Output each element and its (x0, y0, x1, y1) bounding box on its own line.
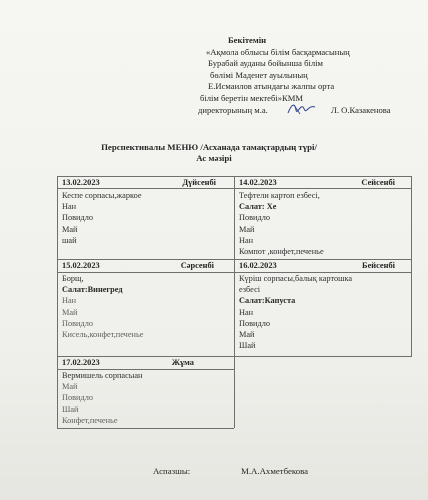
menu-item: Май (239, 330, 255, 340)
day-menu (58, 189, 234, 247)
day-cell-friday (58, 357, 234, 427)
approval-line: бөлімі Маденет ауылының (210, 69, 308, 80)
menu-item: шай (62, 235, 77, 245)
menu-subtitle: Ас мәзірі (196, 153, 232, 163)
menu-item: Вермишель сорпасыан (62, 371, 143, 380)
grid-line (411, 176, 412, 356)
approval-line: Е.Исмаилов атындағы жалпы орта (208, 81, 335, 92)
day-date: 14.02.2023 (239, 178, 277, 187)
menu-item: Повидло (239, 318, 271, 328)
menu-item: Май (62, 307, 78, 317)
menu-item: Повидло (62, 213, 94, 223)
menu-item: езбесі (239, 285, 261, 295)
menu-item: Май (62, 224, 78, 234)
menu-item: Май (239, 224, 255, 234)
menu-item: Шай (62, 404, 79, 414)
day-date: 15.02.2023 (62, 261, 100, 270)
menu-item: Салат:Капуста (239, 296, 296, 306)
day-cell-monday (58, 177, 234, 247)
day-header (235, 177, 411, 189)
day-date: 13.02.2023 (62, 178, 100, 187)
menu-item: Кисель,конфет,печенье (62, 330, 144, 340)
day-weekday: Сейсенбі (361, 178, 395, 187)
menu-item: Май (62, 382, 78, 392)
menu-item: Нан (239, 235, 254, 245)
menu-item: Нан (62, 296, 77, 306)
menu-item: Күріш сорпасы,балық картошка (239, 274, 353, 283)
menu-item: Кеспе сорпасы,жаркое (62, 191, 142, 200)
grid-line (57, 428, 234, 429)
day-date: 17.02.2023 (62, 358, 100, 367)
day-menu (58, 272, 234, 341)
menu-item: Конфет,печенье (62, 415, 118, 425)
grid-line (235, 356, 412, 357)
day-menu (58, 369, 234, 427)
menu-title-block (0, 142, 428, 164)
cook-label: Аспазшы: (153, 466, 191, 476)
approval-block (198, 35, 423, 116)
director-line (198, 105, 423, 117)
day-weekday: Сәрсенбі (180, 261, 214, 270)
cook-name: М.А.Ахметбекова (241, 466, 309, 476)
approval-line: Бурабай ауданы бойынша білім (208, 58, 323, 69)
menu-item: Повидло (239, 213, 271, 223)
day-weekday: Жұма (171, 358, 194, 367)
director-label: директорының м.а. (198, 104, 268, 115)
menu-item: Повидло (62, 318, 94, 328)
menu-item: Салат: Хе (239, 202, 277, 212)
menu-item: Тефтели картоп езбесі, (239, 191, 320, 200)
director-name: Л. О.Казакенова (331, 104, 391, 115)
menu-item: Нан (62, 202, 77, 212)
day-header (58, 177, 234, 189)
day-header (58, 260, 234, 272)
approval-line: «Ақмола облысы білім басқармасының (206, 46, 350, 57)
approval-title: Бекітемін (228, 35, 267, 45)
handwritten-signature (286, 101, 316, 117)
day-cell-tuesday (235, 177, 411, 258)
day-header (58, 357, 234, 369)
menu-item: Повидло (62, 393, 94, 403)
day-menu (235, 272, 411, 352)
menu-title: Перспективалы МЕНЮ /Асханада тамақтардың түрі/ (101, 142, 317, 152)
day-weekday: Дүйсенбі (182, 178, 216, 187)
approval-line: білім беретін мектебі»КММ (200, 92, 304, 103)
day-cell-wednesday (58, 260, 234, 341)
day-menu (235, 189, 411, 258)
day-cell-thursday (235, 260, 411, 352)
menu-item: Нан (239, 307, 254, 317)
day-date: 16.02.2023 (239, 261, 277, 270)
menu-item: Компот ,конфет,печенье (239, 247, 324, 257)
day-weekday: Бейсенбі (362, 261, 395, 270)
menu-item: Борщ, (62, 274, 84, 283)
day-header (235, 260, 411, 272)
menu-item: Салат:Винегред (62, 285, 123, 295)
menu-item: Шай (239, 341, 256, 351)
